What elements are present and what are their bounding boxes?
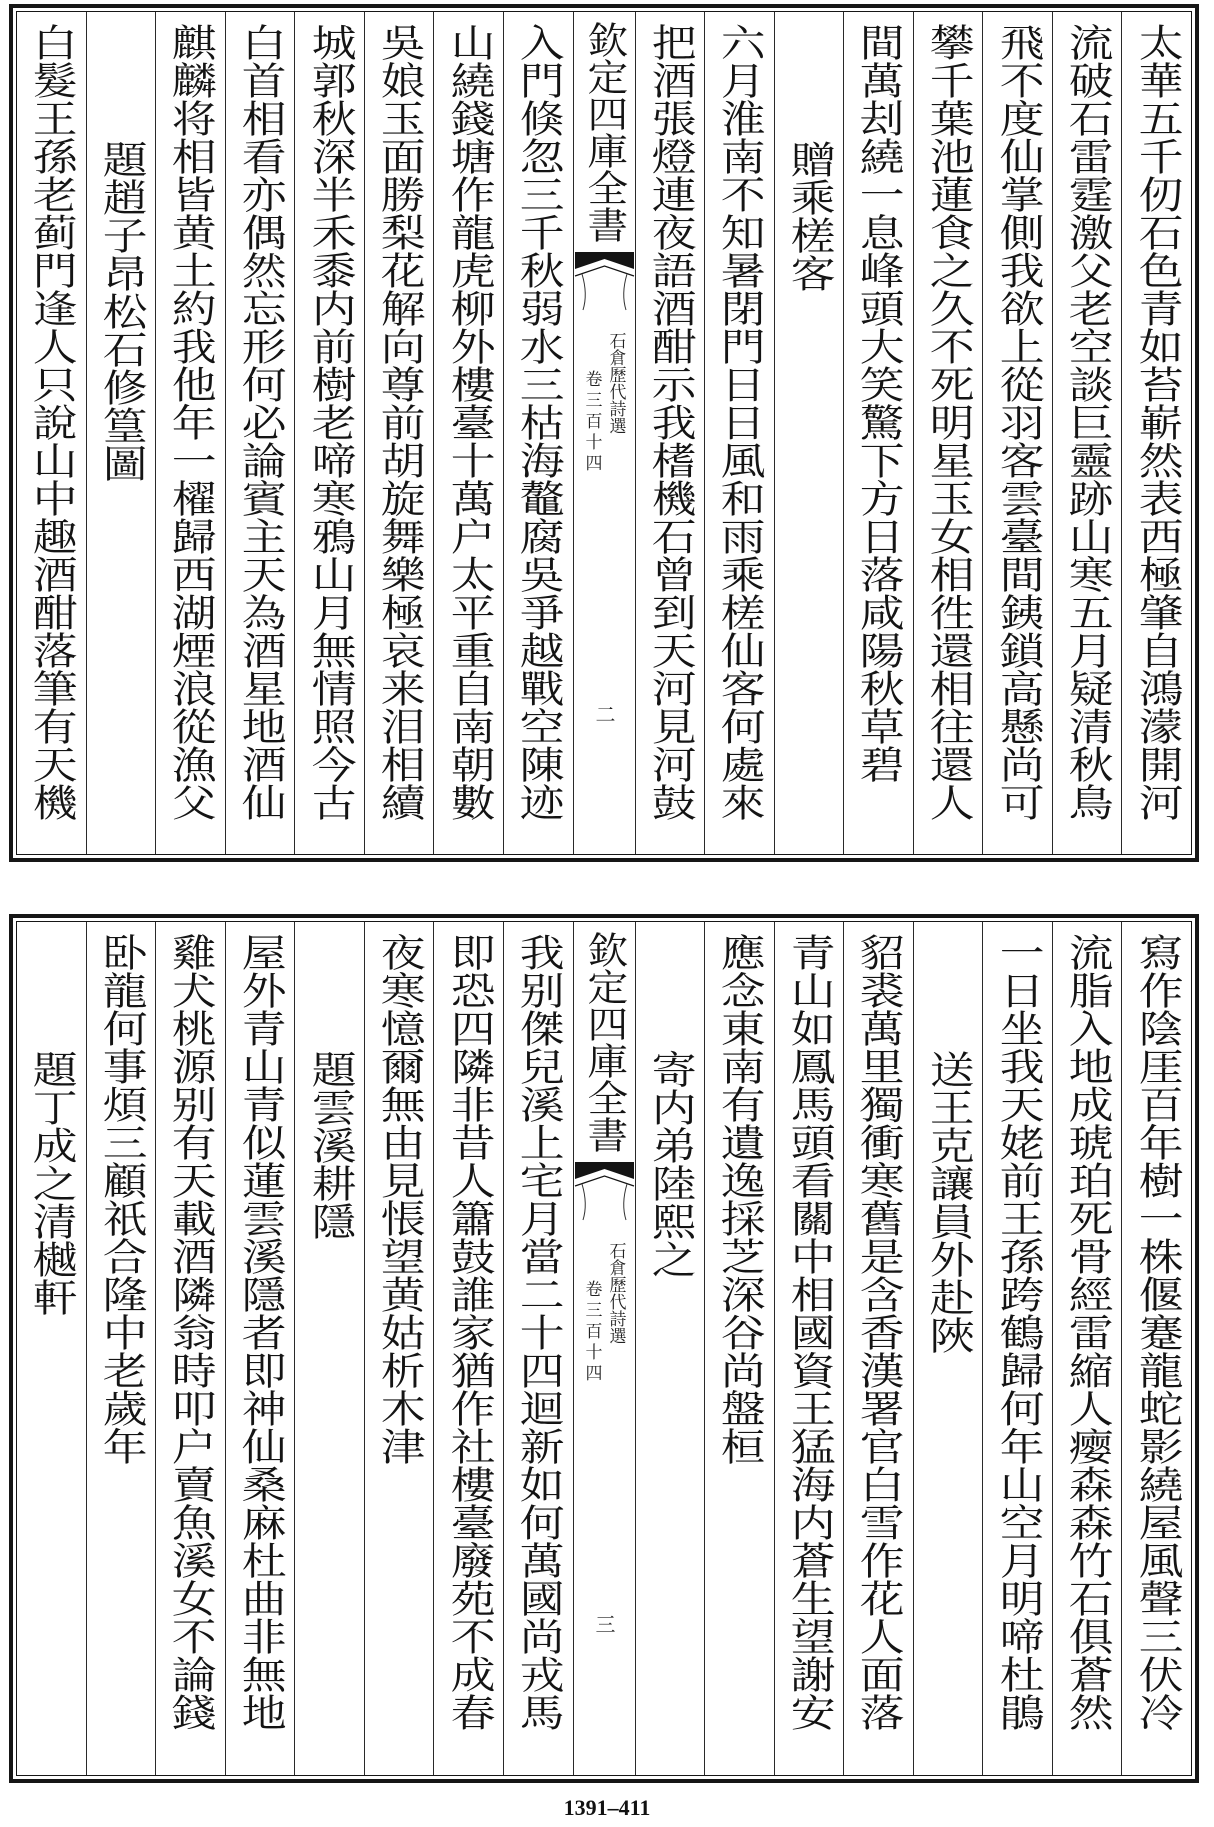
verse-column	[364, 922, 434, 1775]
center-strip	[573, 922, 635, 1775]
poem-title: 題雲溪耕隱	[303, 1050, 356, 1240]
verse-column	[433, 12, 503, 854]
verse-column	[635, 12, 705, 854]
title-column	[774, 12, 844, 854]
verse-column	[155, 12, 225, 854]
center-strip	[573, 12, 635, 854]
column-text: 山繞錢塘作龍虎柳外樓臺十萬户太平重自南朝數	[442, 23, 495, 821]
verse-column	[982, 12, 1052, 854]
verse-column	[774, 922, 844, 1775]
collection-title: 欽定四庫全書	[580, 931, 628, 1153]
page-number: 1391–411	[563, 1795, 651, 1820]
column-text: 寫作陰厓百年樹一株偃蹇龍蛇影繞屋風聲三伏冷	[1130, 933, 1183, 1731]
leaf-frame	[16, 921, 1192, 1776]
fishtail-mark	[574, 1162, 635, 1222]
column-text: 夜寒憶爾無由見悵望黄姑析木津	[373, 933, 426, 1465]
verse-column	[704, 922, 774, 1775]
leaf-frame	[16, 11, 1192, 855]
verse-column	[225, 922, 295, 1775]
title-column	[17, 922, 86, 1775]
column-text: 白髮王孫老蓟門逢人只說山中趣酒酣落筆有天機	[25, 23, 78, 821]
poem-title: 題丁成之清樾軒	[25, 1050, 78, 1316]
top-leaf	[9, 4, 1199, 862]
verse-column	[155, 922, 225, 1775]
verse-column	[704, 12, 774, 854]
poem-title: 送王克讓員外赴陜	[922, 1050, 974, 1354]
poem-title: 題趙子昂松石修篁圖	[94, 140, 147, 482]
verse-column	[503, 922, 573, 1775]
verse-column	[913, 12, 983, 854]
folio-number: 三	[592, 1614, 616, 1634]
column-text: 城郭秋深半禾黍内前樹老啼寒鴉山月無情照今古	[303, 23, 356, 821]
verse-column	[1121, 12, 1191, 854]
fishtail-line	[575, 266, 634, 276]
title-column	[635, 922, 705, 1775]
verse-column	[982, 922, 1052, 1775]
column-text: 把酒張燈連夜語酒酣示我榰機石曾到天河見河鼓	[643, 23, 696, 821]
juan-number: 卷三百十四	[581, 1280, 602, 1385]
verse-column	[1052, 12, 1122, 854]
column-text: 屋外青山青似蓮雲溪隱者即神仙桑麻杜曲非無地	[234, 933, 286, 1731]
book-title: 石倉歷代詩選	[605, 1242, 626, 1344]
book-title: 石倉歷代詩選	[605, 332, 626, 434]
column-text: 我别傑兒溪上宅月當二十四迴新如何萬國尚戎馬	[512, 933, 565, 1731]
verse-column	[86, 922, 156, 1775]
column-text: 白首相看亦偶然忘形何必論賓主天為酒星地酒仙	[234, 23, 286, 821]
verse-column	[1052, 922, 1122, 1775]
title-column	[913, 922, 983, 1775]
bottom-leaf	[9, 914, 1199, 1783]
column-text: 應念東南有遺逸採芝深谷尚盤桓	[713, 933, 766, 1465]
verse-column	[225, 12, 295, 854]
verse-column	[503, 12, 573, 854]
column-text: 飛不度仙掌側我欲上從羽客雲臺間銕鎖高懸尚可	[991, 23, 1044, 821]
verse-column	[843, 922, 913, 1775]
column-text: 流脂入地成琥珀死骨經雷縮人瘿森森竹石俱蒼然	[1061, 933, 1114, 1731]
verse-column	[843, 12, 913, 854]
title-column	[294, 922, 364, 1775]
poem-title: 贈乘槎客	[782, 140, 835, 292]
verse-column	[294, 12, 364, 854]
poem-title: 寄内弟陸熙之	[643, 1050, 696, 1278]
column-text: 貂裘萬里獨衝寒舊是含香漢署官白雪作花人面落	[852, 933, 905, 1731]
juan-number: 卷三百十四	[581, 370, 602, 475]
fishtail-line	[575, 1176, 634, 1186]
column-text: 雞犬桃源别有天載酒隣翁時叩户賣魚溪女不論錢	[164, 933, 217, 1731]
verse-column	[433, 922, 503, 1775]
fishtail-curve	[582, 274, 627, 310]
fishtail-mark	[574, 252, 635, 312]
column-text: 卧龍何事煩三顧祇合隆中老歲年	[94, 933, 147, 1465]
title-column	[86, 12, 156, 854]
column-text: 攀千葉池蓮食之久不死明星玉女相徃還相往還人	[922, 23, 974, 821]
column-text: 一日坐我天姥前王孫跨鶴歸何年山空月明啼杜鵑	[991, 933, 1044, 1731]
collection-title: 欽定四庫全書	[580, 21, 628, 243]
column-text: 流破石雷霆激父老空談巨靈跡山寒五月疑清秋鳥	[1061, 23, 1114, 821]
column-text: 間萬刦繞一息峰頭大笑驚下方日落咸陽秋草碧	[852, 23, 905, 783]
verse-column	[364, 12, 434, 854]
fishtail-curve	[582, 1184, 627, 1220]
column-text: 吳娘玉面勝梨花解向尊前胡旋舞樂極哀来泪相續	[373, 23, 426, 821]
column-text: 麒麟将相皆黄土約我他年一櫂歸西湖煙浪從漁父	[164, 23, 217, 821]
folio-number: 二	[592, 704, 616, 724]
column-text: 太華五千仞石色青如苔嶄然表西極肇自鴻濛開河	[1130, 23, 1183, 821]
verse-column	[17, 12, 86, 854]
column-text: 青山如鳳馬頭看關中相國資王猛海内蒼生望謝安	[782, 933, 835, 1731]
column-text: 即恐四隣非昔人簫鼓誰家猶作社樓臺廢苑不成春	[442, 933, 495, 1731]
column-text: 六月淮南不知暑閉門日日風和雨乘槎仙客何處來	[713, 23, 766, 821]
verse-column	[1121, 922, 1191, 1775]
column-text: 入門倏忽三千秋弱水三枯海鼇腐吳爭越戰空陳迹	[512, 23, 565, 821]
